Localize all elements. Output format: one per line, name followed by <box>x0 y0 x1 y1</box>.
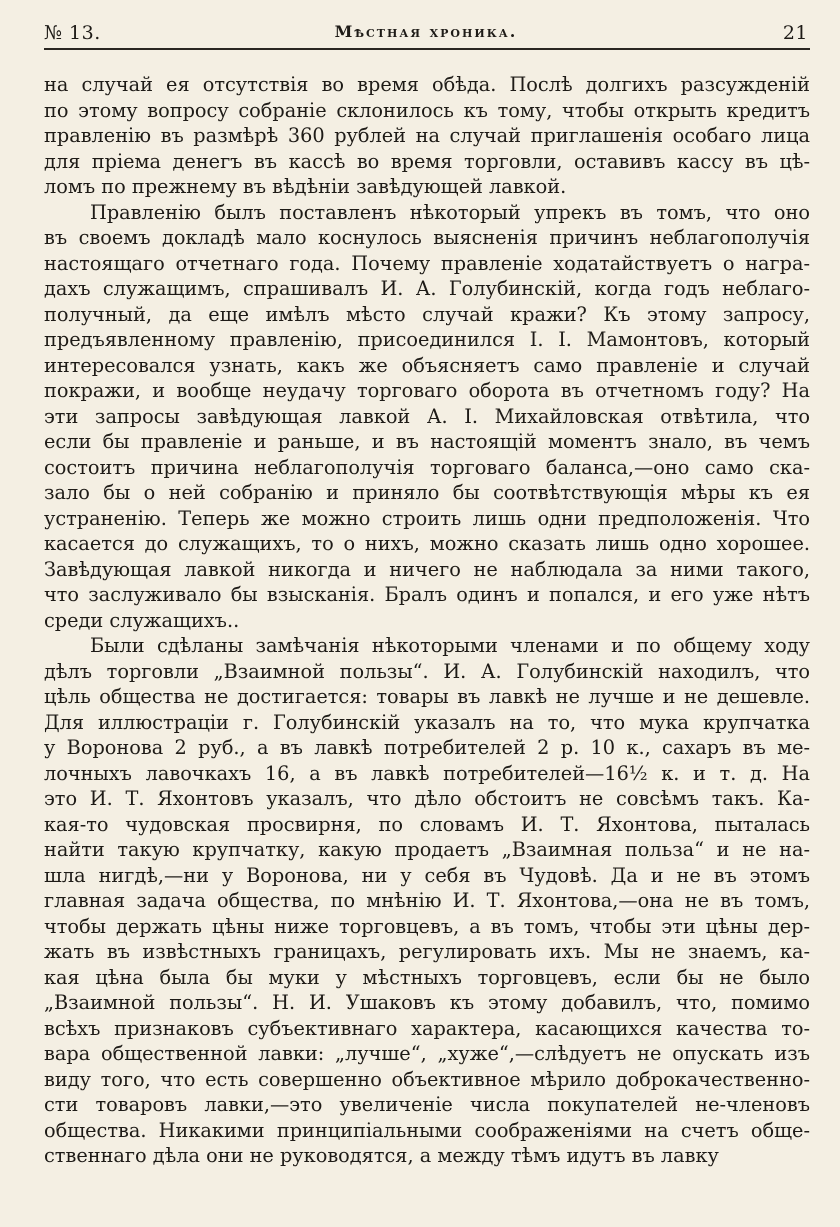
paragraph <box>44 200 810 634</box>
text-line: вара общественной лавки: „лучше“, „хуже“,—слѣдуетъ не опускать изъ <box>44 1042 810 1065</box>
text-line: среди служащихъ.. <box>44 608 240 632</box>
text-line: на случай ея отсутствія во время обѣда. Послѣ долгихъ разсужденій <box>44 73 810 96</box>
header-rule <box>44 48 810 50</box>
text-line: дахъ служащимъ, спрашивалъ И. А. Голубинскій, когда годъ неблаго- <box>44 277 810 300</box>
text-line: Правленію былъ поставленъ нѣкоторый упрекъ въ томъ, что оно <box>90 200 810 224</box>
article-body <box>44 72 810 1169</box>
text-line: Для иллюстраціи г. Голубинскій указалъ на то, что мука крупчатка <box>44 710 810 734</box>
text-line: кая цѣна была бы муки у мѣстныхъ торговцевъ, если бы не было <box>44 965 810 989</box>
text-line: всѣхъ признаковъ субъективнаго характера, касающихся качества то- <box>44 1016 810 1040</box>
text-line: жать въ извѣстныхъ границахъ, регулировать ихъ. Мы не знаемъ, ка- <box>44 940 810 963</box>
text-line: касается до служащихъ, то о нихъ, можно сказать лишь одно хорошее. <box>44 532 810 555</box>
text-line: по этому вопросу собраніе склонилось къ тому, чтобы открыть кредитъ <box>44 98 810 122</box>
page-number: 21 <box>782 22 808 44</box>
text-line: главная задача общества, по мнѣнію И. Т. Яхонтова,—она не въ томъ, <box>44 889 810 912</box>
text-line: устраненію. Теперь же можно строить лишь одни предположенія. Что <box>44 506 810 530</box>
text-line: Завѣдующая лавкой никогда и ничего не наблюдала за ними такого, <box>44 557 810 581</box>
text-line: дѣлъ торговли „Взаимной пользы“. И. А. Голубинскій находилъ, что <box>44 659 810 683</box>
text-line: у Воронова 2 руб., а въ лавкѣ потребителей 2 р. 10 к., сахаръ въ ме- <box>44 736 810 759</box>
text-line: если бы правленіе и раньше, и въ настоящій моментъ знало, въ чемъ <box>44 430 810 453</box>
text-line: интересовался узнать, какъ же объясняетъ само правленіе и случай <box>44 353 810 377</box>
text-line: правленію въ размѣрѣ 360 рублей на случай приглашенія особаго лица <box>44 124 810 147</box>
text-line: чтобы держать цѣны ниже торговцевъ, а въ томъ, чтобы эти цѣны дер- <box>44 914 810 938</box>
text-line: это И. Т. Яхонтовъ указалъ, что дѣло обстоитъ не совсѣмъ такъ. Ка- <box>44 787 810 810</box>
paragraph <box>44 633 810 1169</box>
text-line: состоитъ причина неблагополучія торговаго баланса,—оно само ска- <box>44 455 810 479</box>
text-line: найти такую крупчатку, какую продаетъ „Взаимная польза“ и не на- <box>44 838 810 861</box>
text-line: эти запросы завѣдующая лавкой А. І. Михайловская отвѣтила, что <box>44 404 810 428</box>
text-line: для пріема денегъ въ кассѣ во время торговли, оставивъ кассу въ цѣ- <box>44 149 810 173</box>
section-title: Мѣстная хроника. <box>334 22 518 41</box>
text-line: сти товаровъ лавки,—это увеличеніе числа покупателей не-членовъ <box>44 1093 810 1116</box>
running-head <box>44 20 808 48</box>
text-line: „Взаимной пользы“. Н. И. Ушаковъ къ этому добавилъ, что, помимо <box>44 991 810 1014</box>
text-line: получный, да еще имѣлъ мѣсто случай кражи? Къ этому запросу, <box>44 302 810 326</box>
text-line: зало бы о ней собранію и приняло бы соотвѣтствующія мѣры къ ея <box>44 481 810 504</box>
text-line: предъявленному правленію, присоединился І. І. Мамонтовъ, который <box>44 328 810 351</box>
text-line: настоящаго отчетнаго года. Почему правленіе ходатайствуетъ о награ- <box>44 251 810 275</box>
text-line: общества. Никакими принципіальными соображеніями на счетъ обще- <box>44 1118 810 1142</box>
text-line: ломъ по прежнему въ вѣдѣніи завѣдующей лавкой. <box>44 175 567 198</box>
text-line: ственнаго дѣла они не руководятся, а между тѣмъ идутъ въ лавку <box>44 1144 719 1167</box>
text-line: въ своемъ докладѣ мало коснулось выясненія причинъ неблагополучія <box>44 226 810 249</box>
text-line: Были сдѣланы замѣчанія нѣкоторыми членами и по общему ходу <box>90 634 810 657</box>
text-line: цѣль общества не достигается: товары въ лавкѣ не лучше и не дешевле. <box>44 685 810 708</box>
paragraph <box>44 72 810 200</box>
text-line: что заслуживало бы взысканія. Бралъ одинъ и попался, и его уже нѣтъ <box>44 583 810 606</box>
text-line: шла нигдѣ,—ни у Воронова, ни у себя въ Чудовѣ. Да и не въ этомъ <box>44 863 810 887</box>
text-line: лочныхъ лавочкахъ 16, а въ лавкѣ потребителей—16½ к. и т. д. На <box>44 761 810 785</box>
text-line: виду того, что есть совершенно объективное мѣрило доброкачественно- <box>44 1067 810 1091</box>
issue-number: № 13. <box>44 22 101 44</box>
text-line: кая-то чудовская просвирня, по словамъ И. Т. Яхонтова, пыталась <box>44 812 810 836</box>
text-line: покражи, и вообще неудачу торговаго оборота въ отчетномъ году? На <box>44 379 810 402</box>
